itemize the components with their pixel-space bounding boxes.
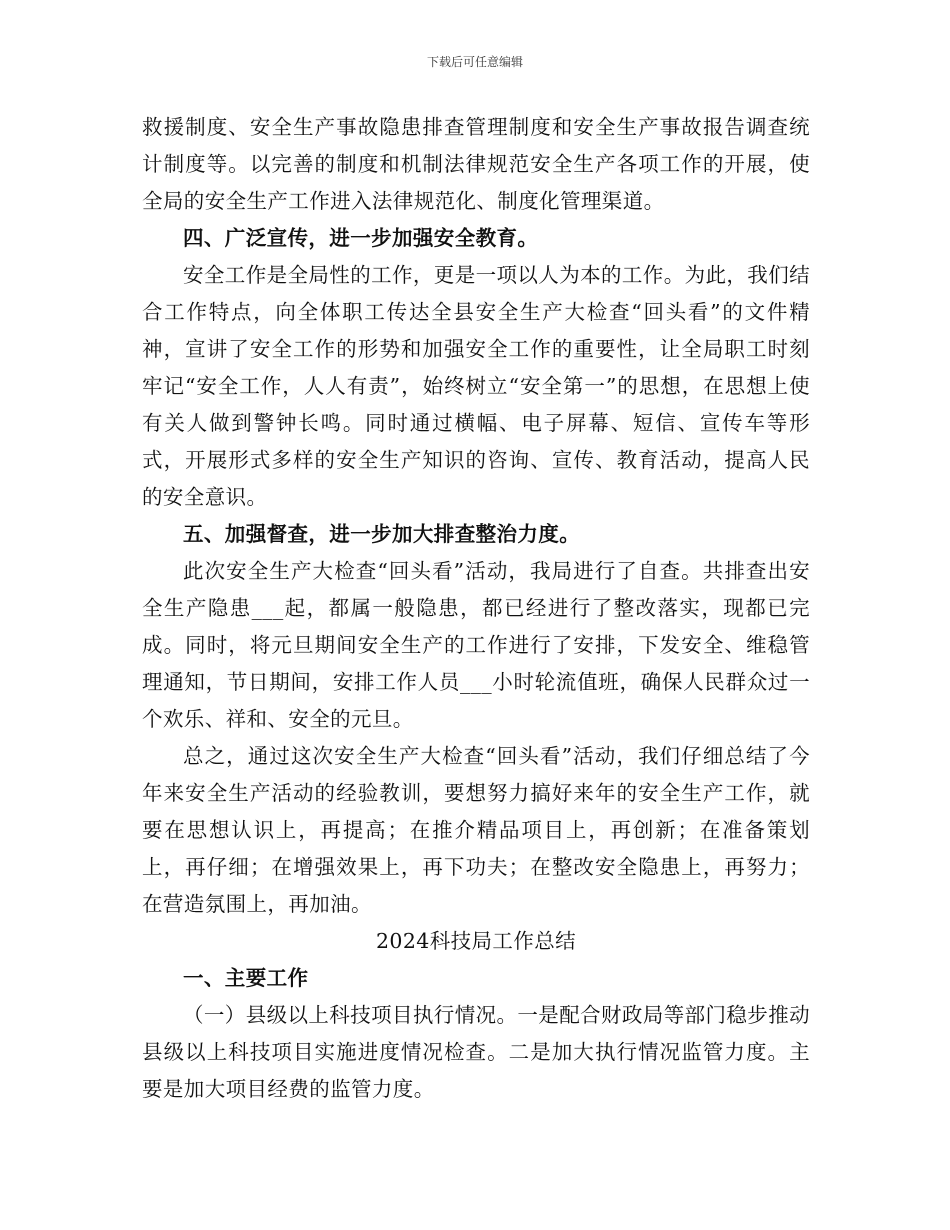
section-heading-5: 五、加强督查，进一步加大排查整治力度。: [183, 522, 581, 546]
document-body: [142, 109, 810, 1108]
section-heading-4: 四、广泛宣传，进一步加强安全教育。: [183, 226, 539, 250]
paragraph-inspection: 此次安全生产大检查“回头看”活动，我局进行了自查。共排查出安全生产隐患___起，都属一般隐患，都已经进行了整改落实，现都已完成。同时，将元旦期间安全生产的工作进行了安排，下发安全、维稳管理通知，节日期间，安排工作人员___小时轮流值班，确保人民群众过一个欢乐、祥和、安全的元旦。: [142, 559, 810, 731]
paragraph-projects: （一）县级以上科技项目执行情况。一是配合财政局等部门稳步推动县级以上科技项目实施进度情况检查。二是加大执行情况监管力度。主要是加大项目经费的监管力度。: [142, 1003, 810, 1101]
page-header-note: 下载后可任意编辑: [426, 55, 523, 69]
paragraph-publicity: 安全工作是全局性的工作，更是一项以人为本的工作。为此，我们结合工作特点，向全体职工传达全县安全生产大检查“回头看”的文件精神，宣讲了安全工作的形势和加强安全工作的重要性，让全局职工时刻牢记“安全工作，人人有责”，始终树立“安全第一”的思想，在思想上使有关人做到警钟长鸣。同时通过横幅、电子屏幕、短信、宣传车等形式，开展形式多样的安全生产知识的咨询、宣传、教育活动，提高人民的安全意识。: [142, 263, 810, 509]
section-heading-1: 一、主要工作: [183, 966, 309, 990]
paragraph-summary: 总之，通过这次安全生产大检查“回头看”活动，我们仔细总结了今年来安全生产活动的经验教训，要想努力搞好来年的安全生产工作，就要在思想认识上，再提高；在推介精品项目上，再创新；在准备策划上，再仔细；在增强效果上，再下功夫；在整改安全隐患上，再努力；在营造氛围上，再加油。: [142, 744, 810, 916]
document-title: 2024科技局工作总结: [375, 929, 577, 953]
paragraph-regulations: 救援制度、安全生产事故隐患排查管理制度和安全生产事故报告调查统计制度等。以完善的制度和机制法律规范安全生产各项工作的开展，使全局的安全生产工作进入法律规范化、制度化管理渠道。: [142, 115, 810, 213]
